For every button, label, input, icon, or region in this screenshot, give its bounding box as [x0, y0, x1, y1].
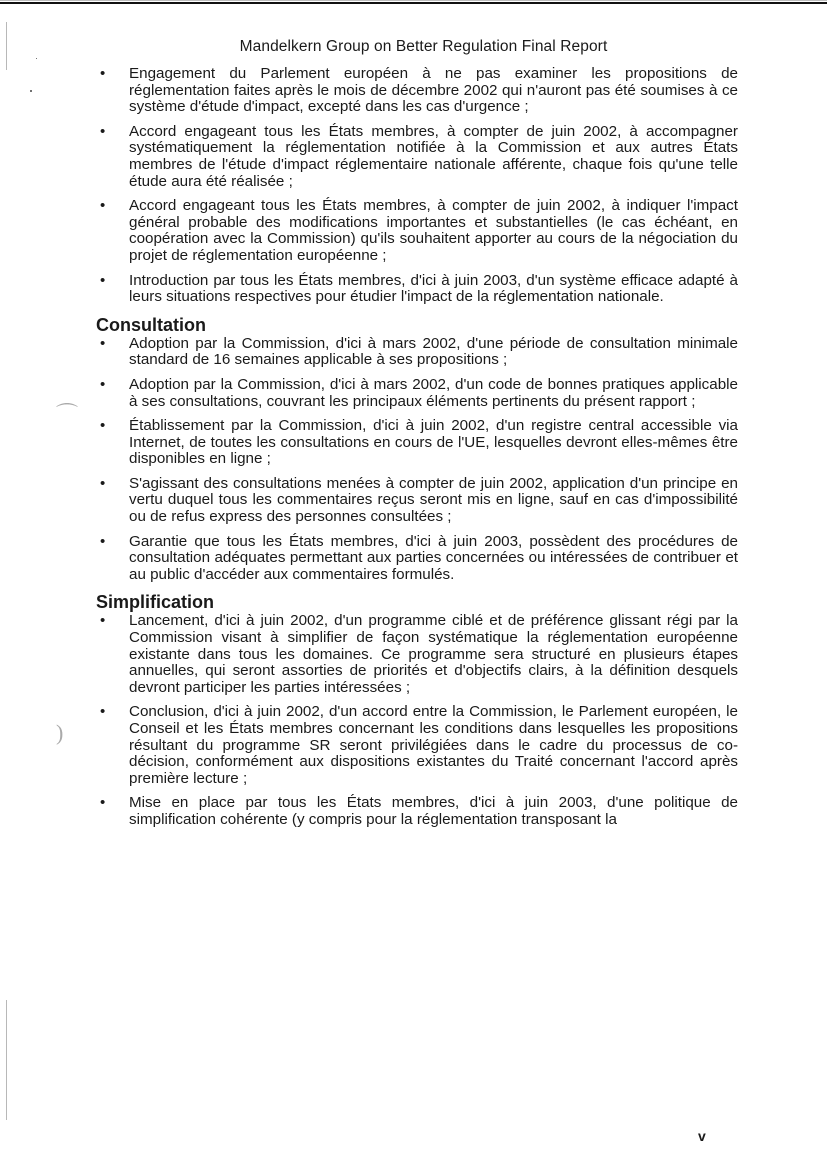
- list-item: • Conclusion, d'ici à juin 2002, d'un accord entre la Commission, le Parlement européen, le Conseil et les États membres concernant les conditions dans lesquelles les propositions résultant du programme SR seront privilégiées dans le cadre du processus de co-décision, conformément aux dispositions existantes du Traité concernant l'accord après première lecture ;: [100, 703, 738, 787]
- bullet-icon: •: [100, 532, 106, 550]
- list-item: • Accord engageant tous les États membres, à compter de juin 2002, à indiquer l'impact général probable des modifications importantes et substantielles (le cas échéant, en coopération avec la Commission) qu'ils souhaitent apporter au cours de la négociation du projet de réglementation européenne ;: [100, 197, 738, 264]
- scan-artifact-paren: ): [56, 720, 64, 745]
- intro-bullet-list: [96, 66, 738, 306]
- scan-speck: [30, 90, 32, 92]
- simplification-bullet-list: [96, 613, 738, 828]
- bullet-icon: •: [100, 612, 106, 630]
- bullet-icon: •: [100, 474, 106, 492]
- bullet-icon: •: [100, 271, 106, 289]
- list-item: • S'agissant des consultations menées à compter de juin 2002, application d'un principe en vertu duquel tous les commentaires reçus seront mis en ligne, sauf en cas d'impossibilité ou de refus express des personnes consultées ;: [100, 474, 738, 526]
- list-item: • Établissement par la Commission, d'ici à juin 2002, d'un registre central accessible via Internet, de toutes les consultations en cours de l'UE, lesquelles devront elles-mêmes être disponibles en ligne ;: [100, 417, 738, 468]
- bullet-icon: •: [100, 375, 106, 393]
- bullet-icon: •: [100, 703, 106, 721]
- scan-top-border: [0, 0, 827, 5]
- scan-artifact-arc: ⌒: [56, 402, 79, 427]
- section-heading-simplification: Simplification: [96, 592, 215, 613]
- bullet-icon: •: [100, 794, 106, 812]
- list-item: • Introduction par tous les États membres, d'ici à juin 2003, d'un système efficace adapté à leurs situations respectives pour étudier l'impact de la réglementation nationale.: [100, 271, 738, 306]
- scan-speck: [36, 58, 37, 59]
- document-body: [96, 66, 738, 837]
- page-number: v: [698, 1128, 706, 1144]
- section-heading-consultation: Consultation: [96, 314, 206, 335]
- list-item: • Lancement, d'ici à juin 2002, d'un programme ciblé et de préférence glissant régi par la Commission visant à simplifier de façon systématique la réglementation européenne existante dans tous les domaines. Ce programme sera structuré en plusieurs étapes annuelles, qui seront assorties de priorités et d'objectifs clairs, à la définition desquels devront participer les parties intéressées ;: [100, 612, 738, 696]
- list-item: • Engagement du Parlement européen à ne pas examiner les propositions de réglementation faites après le mois de décembre 2002 qui n'auront pas été soumises à ce système d'étude d'impact, excepté dans les cas d'urgence ;: [100, 65, 738, 116]
- list-item: • Adoption par la Commission, d'ici à mars 2002, d'une période de consultation minimale standard de 16 semaines applicable à ses propositions ;: [100, 334, 738, 369]
- bullet-icon: •: [100, 417, 106, 435]
- list-item: • Garantie que tous les États membres, d'ici à juin 2003, possèdent des procédures de consultation adéquates permettant aux parties concernées ou intéressées de contribuer et au public d'accéder aux commentaires formulés.: [100, 532, 738, 583]
- list-item: • Accord engageant tous les États membres, à compter de juin 2002, à accompagner systématiquement la réglementation notifiée à la Commission et aux autres États membres de l'étude d'impact réglementaire nationale afférente, chaque fois qu'une telle étude aura été réalisée ;: [100, 122, 738, 190]
- list-item: • Mise en place par tous les États membres, d'ici à juin 2003, d'une politique de simplification cohérente (y compris pour la réglementation transposant la: [100, 794, 738, 828]
- bullet-icon: •: [100, 65, 106, 82]
- scan-margin-mark: [6, 1000, 7, 1120]
- consultation-bullet-list: [96, 336, 738, 584]
- list-item: • Adoption par la Commission, d'ici à mars 2002, d'un code de bonnes pratiques applicable à ses consultations, couvrant les principaux éléments pertinents du présent rapport ;: [100, 375, 738, 410]
- bullet-icon: •: [100, 122, 106, 140]
- bullet-icon: •: [100, 197, 106, 215]
- page-header: Mandelkern Group on Better Regulation Final Report: [239, 38, 608, 55]
- bullet-icon: •: [100, 334, 106, 352]
